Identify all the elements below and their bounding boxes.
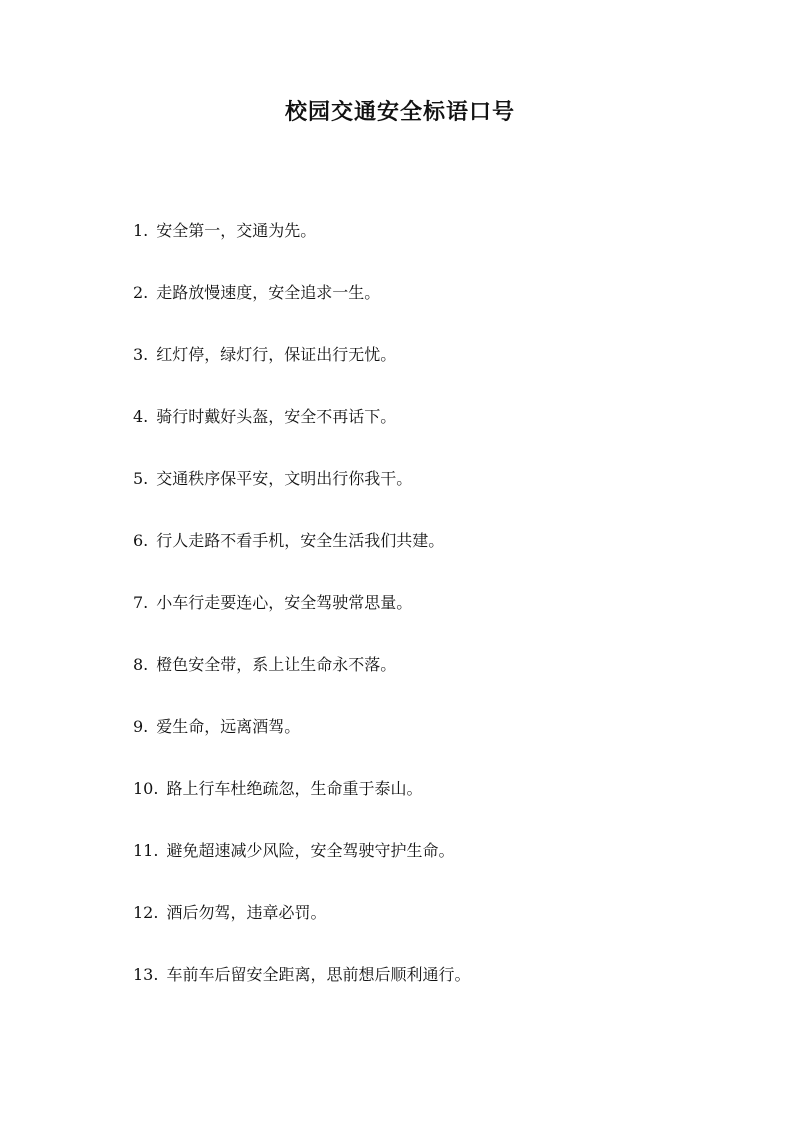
item-text: 橙色安全带，系上让生命永不落。	[156, 655, 397, 674]
item-number: 10.	[133, 779, 159, 798]
item-text: 行人走路不看手机，安全生活我们共建。	[156, 531, 445, 550]
item-number: 7.	[133, 593, 149, 612]
item-number: 5.	[133, 469, 149, 488]
list-item	[133, 526, 733, 588]
list-item	[133, 340, 733, 402]
item-text: 爱生命，远离酒驾。	[156, 717, 301, 736]
item-number: 9.	[133, 717, 149, 736]
list-item	[133, 712, 733, 774]
item-text: 避免超速减少风险，安全驾驶守护生命。	[166, 841, 455, 860]
list-item	[133, 898, 733, 960]
list-item	[133, 464, 733, 526]
item-number: 1.	[133, 221, 149, 240]
item-number: 11.	[133, 841, 159, 860]
list-item	[133, 960, 733, 1022]
page-title: 校园交通安全标语口号	[284, 99, 515, 125]
item-number: 2.	[133, 283, 149, 302]
item-text: 红灯停，绿灯行，保证出行无忧。	[156, 345, 397, 364]
item-text: 走路放慢速度，安全追求一生。	[156, 283, 381, 302]
item-text: 小车行走要连心，安全驾驶常思量。	[156, 593, 413, 612]
list-item	[133, 216, 733, 278]
item-text: 路上行车杜绝疏忽，生命重于泰山。	[166, 779, 423, 798]
item-text: 车前车后留安全距离，思前想后顺利通行。	[166, 965, 471, 984]
list-item	[133, 278, 733, 340]
item-number: 3.	[133, 345, 149, 364]
item-text: 交通秩序保平安，文明出行你我干。	[156, 469, 413, 488]
list-item	[133, 836, 733, 898]
list-item	[133, 588, 733, 650]
item-number: 13.	[133, 965, 159, 984]
item-text: 安全第一，交通为先。	[156, 221, 317, 240]
list-item	[133, 650, 733, 712]
item-number: 8.	[133, 655, 149, 674]
list-item	[133, 774, 733, 836]
item-number: 6.	[133, 531, 149, 550]
item-text: 骑行时戴好头盔，安全不再话下。	[156, 407, 397, 426]
item-number: 4.	[133, 407, 149, 426]
item-text: 酒后勿驾，违章必罚。	[166, 903, 327, 922]
item-number: 12.	[133, 903, 159, 922]
list-item	[133, 402, 733, 464]
slogan-list	[133, 216, 733, 1022]
